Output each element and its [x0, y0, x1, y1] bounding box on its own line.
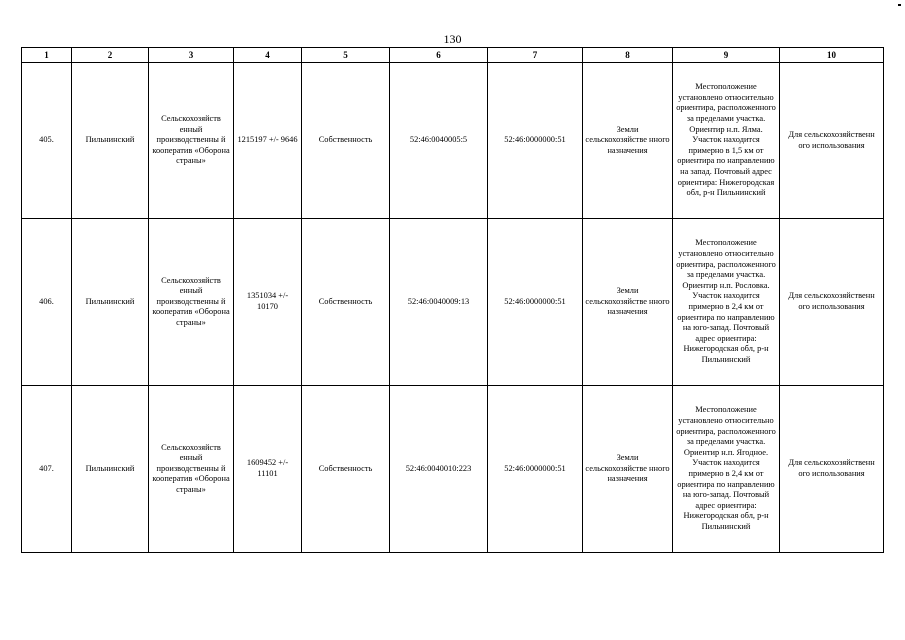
district-cell: Пильнинский	[72, 386, 149, 553]
right-type-cell: Собственность	[302, 63, 390, 219]
block-number-cell: 52:46:0000000:51	[488, 63, 583, 219]
table-row	[22, 219, 884, 386]
land-category-cell: Земли сельскохозяйстве нного назначения	[583, 219, 673, 386]
permitted-use-cell: Для сельскохозяйственн ого использования	[780, 219, 884, 386]
header-cell: 4	[234, 48, 302, 63]
permitted-use-cell: Для сельскохозяйственн ого использования	[780, 63, 884, 219]
header-cell: 3	[149, 48, 234, 63]
row-number: 405.	[22, 63, 72, 219]
district-cell: Пильнинский	[72, 219, 149, 386]
area-cell: 1351034 +/- 10170	[234, 219, 302, 386]
block-number-cell: 52:46:0000000:51	[488, 219, 583, 386]
owner-cell: Сельскохозяйств енный производственны й кооператив «Оборона страны»	[149, 63, 234, 219]
location-cell: Местоположение установлено относительно ориентира, расположенного за пределами участка. Ориентир н.п. Ягодное. Участок находится примерно в 2,4 км от ориентира по направлению на юго-запад. Почтовый адрес ориентира: Нижегородская обл, р-н Пильнинский	[673, 386, 780, 553]
owner-cell: Сельскохозяйств енный производственны й кооператив «Оборона страны»	[149, 386, 234, 553]
header-cell: 6	[390, 48, 488, 63]
page-number: 130	[443, 32, 462, 46]
owner-cell: Сельскохозяйств енный производственны й кооператив «Оборона страны»	[149, 219, 234, 386]
cadastral-number-cell: 52:46:0040009:13	[390, 219, 488, 386]
row-number: 407.	[22, 386, 72, 553]
permitted-use-cell: Для сельскохозяйственн ого использования	[780, 386, 884, 553]
right-type-cell: Собственность	[302, 386, 390, 553]
cadastral-number-cell: 52:46:0040005:5	[390, 63, 488, 219]
header-cell: 10	[780, 48, 884, 63]
district-cell: Пильнинский	[72, 63, 149, 219]
header-cell: 8	[583, 48, 673, 63]
header-cell: 1	[22, 48, 72, 63]
row-number: 406.	[22, 219, 72, 386]
header-cell: 9	[673, 48, 780, 63]
header-cell: 5	[302, 48, 390, 63]
corner-mark	[898, 4, 901, 6]
land-category-cell: Земли сельскохозяйстве нного назначения	[583, 63, 673, 219]
right-type-cell: Собственность	[302, 219, 390, 386]
cadastral-number-cell: 52:46:0040010:223	[390, 386, 488, 553]
land-category-cell: Земли сельскохозяйстве нного назначения	[583, 386, 673, 553]
header-row	[22, 48, 884, 63]
location-cell: Местоположение установлено относительно ориентира, расположенного за пределами участка. Ориентир н.п. Рословка. Участок находится примерно в 2,4 км от ориентира по направлению на юго-запад. Почтовый адрес ориентира: Нижегородская обл, р-н Пильнинский	[673, 219, 780, 386]
table-row	[22, 386, 884, 553]
area-cell: 1215197 +/- 9646	[234, 63, 302, 219]
location-cell: Местоположение установлено относительно ориентира, расположенного за пределами участка. Ориентир н.п. Ялма. Участок находится примерно в 1,5 км от ориентира по направлению на запад. Почтовый адрес ориентира: Нижегородская обл, р-н Пильнинский	[673, 63, 780, 219]
header-cell: 2	[72, 48, 149, 63]
area-cell: 1609452 +/- 11101	[234, 386, 302, 553]
header-cell: 7	[488, 48, 583, 63]
table-row	[22, 63, 884, 219]
block-number-cell: 52:46:0000000:51	[488, 386, 583, 553]
land-registry-table	[21, 47, 884, 553]
